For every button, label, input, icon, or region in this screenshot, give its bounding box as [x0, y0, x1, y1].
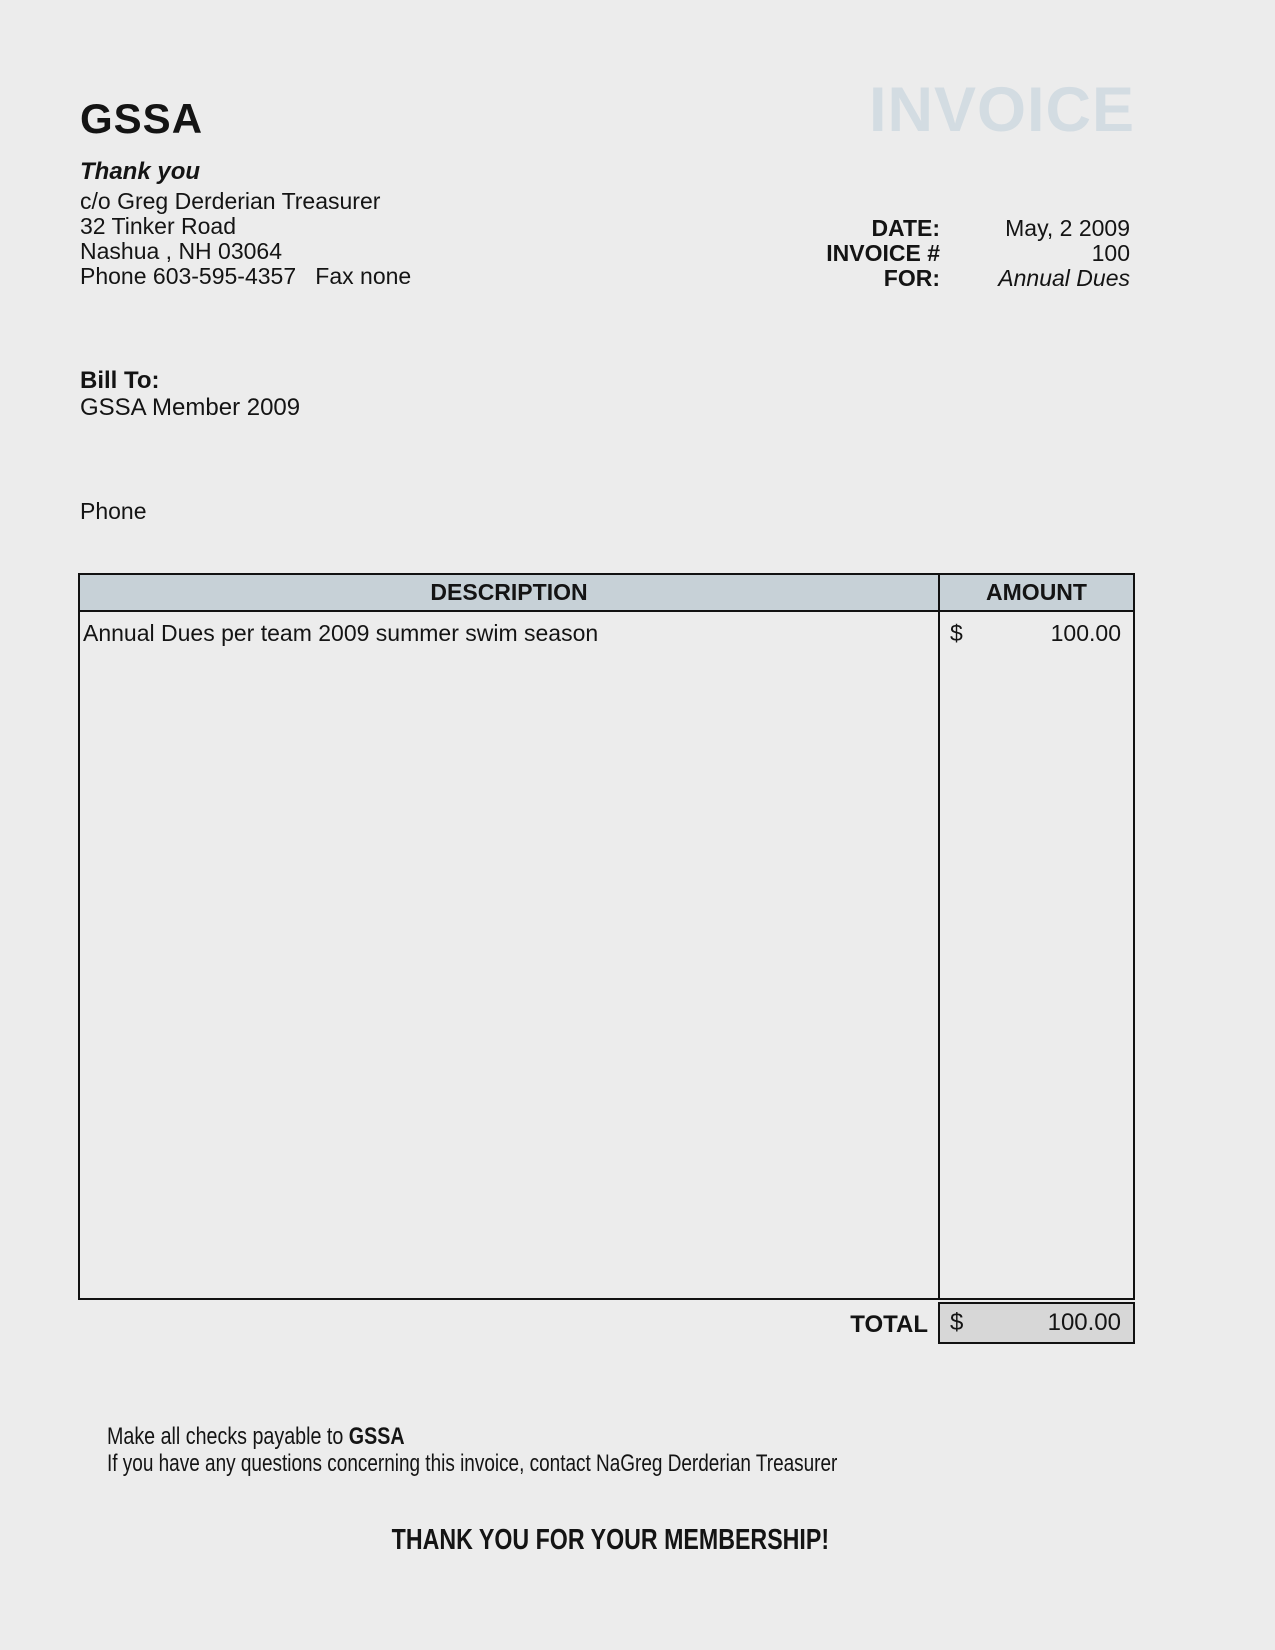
company-address-city: Nashua , NH 03064 — [80, 238, 283, 264]
company-name: GSSA — [80, 95, 204, 142]
bill-to-label: Bill To: — [80, 367, 160, 394]
table-header-row — [80, 575, 1133, 612]
company-tagline: Thank you — [80, 158, 201, 185]
total-amount-cell — [938, 1302, 1135, 1344]
line-items-table — [78, 573, 1135, 1300]
checks-payee: GSSA — [348, 1423, 405, 1450]
closing-message: THANK YOU FOR YOUR MEMBERSHIP! — [391, 1524, 829, 1556]
company-phone-fax: Phone 603-595-4357 Fax none — [80, 263, 412, 289]
total-label: TOTAL — [850, 1311, 928, 1338]
total-currency-symbol: $ — [950, 1309, 964, 1336]
checks-payable-text: Make all checks payable to — [106, 1423, 349, 1450]
description-column-header: DESCRIPTION — [80, 575, 940, 610]
for-label: FOR: — [883, 265, 940, 291]
line-item-description: Annual Dues per team 2009 summer swim season — [80, 612, 940, 1298]
bill-to-phone-label: Phone — [80, 498, 147, 524]
invoice-number-value: 100 — [1091, 240, 1130, 266]
contact-line-text: If you have any questions concerning this invoice, contact Na — [106, 1450, 620, 1477]
closing-message-wrap — [0, 1524, 1220, 1556]
contact-line — [80, 1423, 1031, 1504]
total-amount: 100.00 — [1047, 1309, 1121, 1336]
bill-to-recipient: GSSA Member 2009 — [80, 394, 301, 421]
for-value: Annual Dues — [998, 265, 1130, 291]
contact-name: Greg Derderian Treasurer — [619, 1450, 838, 1477]
date-value: May, 2 2009 — [1005, 215, 1130, 241]
amount-column-header: AMOUNT — [986, 579, 1087, 605]
table-row — [80, 612, 1133, 1298]
date-label: DATE: — [871, 215, 940, 241]
invoice-title: INVOICE — [868, 75, 1135, 145]
company-address-street: 32 Tinker Road — [80, 213, 236, 239]
invoice-number-label: INVOICE # — [826, 240, 940, 266]
company-address-care-of: c/o Greg Derderian Treasurer — [80, 188, 381, 214]
line-item-amount: 100.00 — [1050, 620, 1121, 646]
line-item-amount-cell — [940, 612, 1133, 1298]
currency-symbol: $ — [950, 620, 963, 646]
